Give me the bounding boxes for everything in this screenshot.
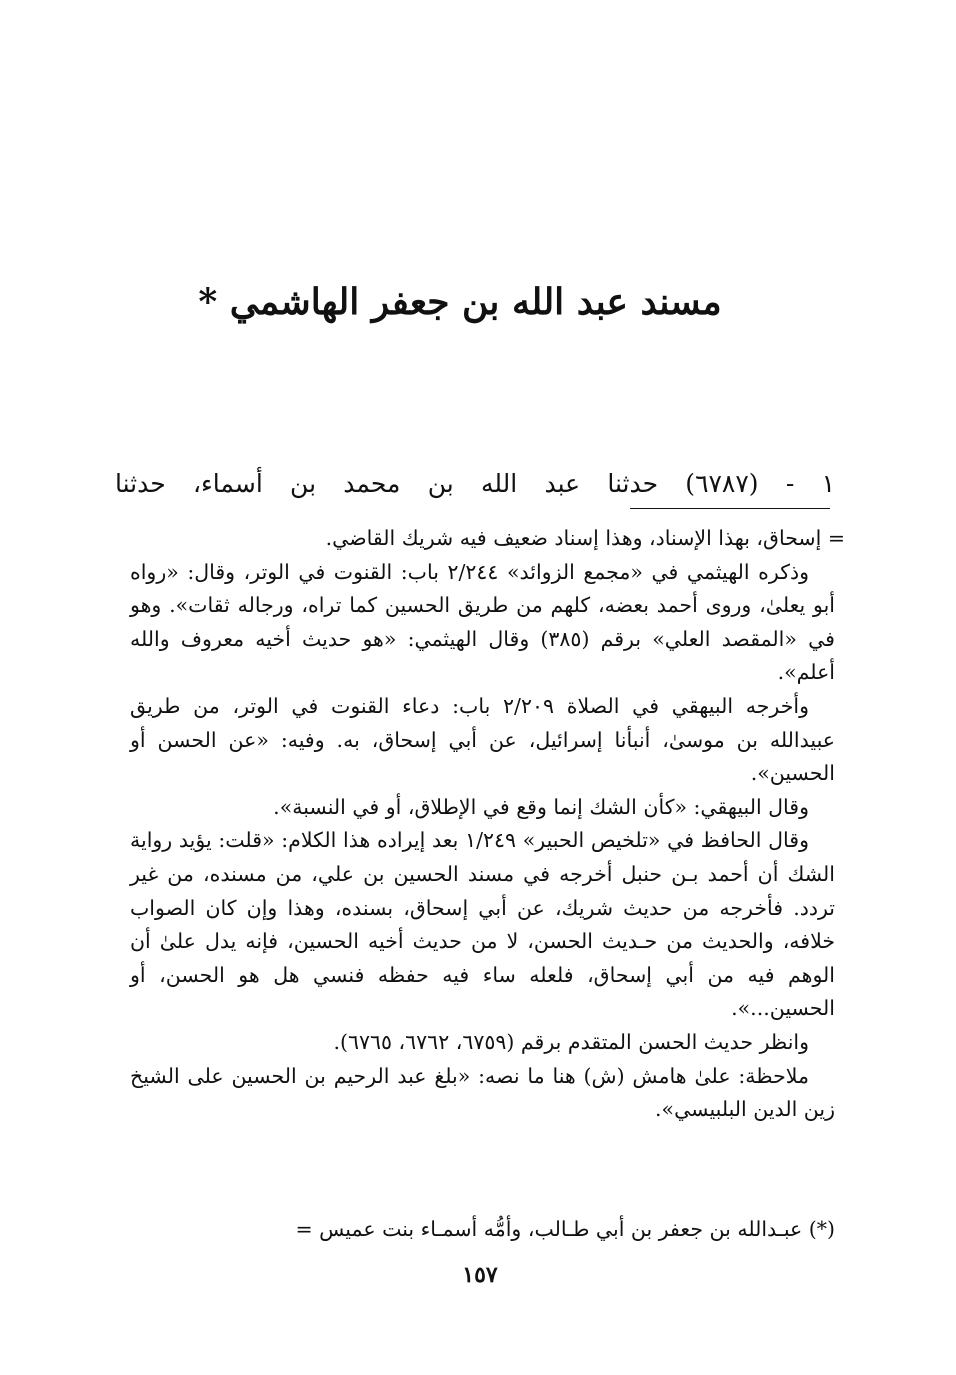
note-paragraph: وانظر حديث الحسن المتقدم برقم (٦٧٥٩، ٦٧٦٢، ٦٧٦٥). bbox=[333, 1029, 809, 1054]
page-number: ١٥٧ bbox=[462, 1262, 498, 1288]
note-paragraph: وقال البيهقي: «كأن الشك إنما وقع في الإطلاق، أو في النسبة». bbox=[273, 794, 809, 819]
note-paragraph: ملاحظة: علىٰ هامش (ش) هنا ما نصه: «بلغ عبد الرحيم بن الحسين على الشيخ زين الدين البلبيسي». bbox=[130, 1063, 835, 1122]
separator-line bbox=[630, 508, 830, 509]
note-paragraph: وأخرجه البيهقي في الصلاة ٢/٢٠٩ باب: دعاء القنوت في الوتر، من طريق عبيدالله بن موسىٰ، أنبأنا إسرائيل، عن أبي إسحاق، به. وفيه: «عن الحسن أو الحسين». bbox=[130, 693, 835, 786]
note-paragraph: = إسحاق، بهذا الإسناد، وهذا إسناد ضعيف فيه شريك القاضي. bbox=[325, 526, 845, 550]
note-paragraph: وقال الحافظ في «تلخيص الحبير» ١/٢٤٩ بعد إيراده هذا الكلام: «قلت: يؤيد رواية الشك أن أحمد بـن حنبل أخرجه في مسند الحسين بن علي، من مسنده، من غير تردد. فأخرجه من حديث شريك، عن أبي إسحاق، بسنده، وهذا وإن كان الصواب خلافه، والحديث من حـديث الحسن، لا من حديث أخيه الحسين، فإنه يدل علىٰ أن الوهم فيه من أبي إسحاق، فلعله ساء فيه حفظه فنسي هل هو الحسن، أو الحسين...». bbox=[130, 828, 835, 1021]
page-title: مسند عبد الله بن جعفر الهاشمي * bbox=[198, 281, 722, 323]
notes-section bbox=[130, 522, 845, 1127]
footnote: (*) عبـدالله بن جعفر بن أبي طـالب، وأمُّه أسمـاء بنت عميس = bbox=[295, 1217, 835, 1241]
hadith-text: ١ - (٦٧٨٧) حدثنا عبد الله بن محمد بن أسماء، حدثنا bbox=[115, 469, 835, 498]
note-paragraph: وذكره الهيثمي في «مجمع الزوائد» ٢/٢٤٤ باب: القنوت في الوتر، وقال: «رواه أبو يعلىٰ، وروى أحمد بعضه، كلهم من طريق الحسين كما تراه، ورجاله ثقات». وهو في «المقصد العلي» برقم (٣٨٥) وقال الهيثمي: «هو حديث أخيه معروف والله أعلم». bbox=[130, 559, 835, 685]
